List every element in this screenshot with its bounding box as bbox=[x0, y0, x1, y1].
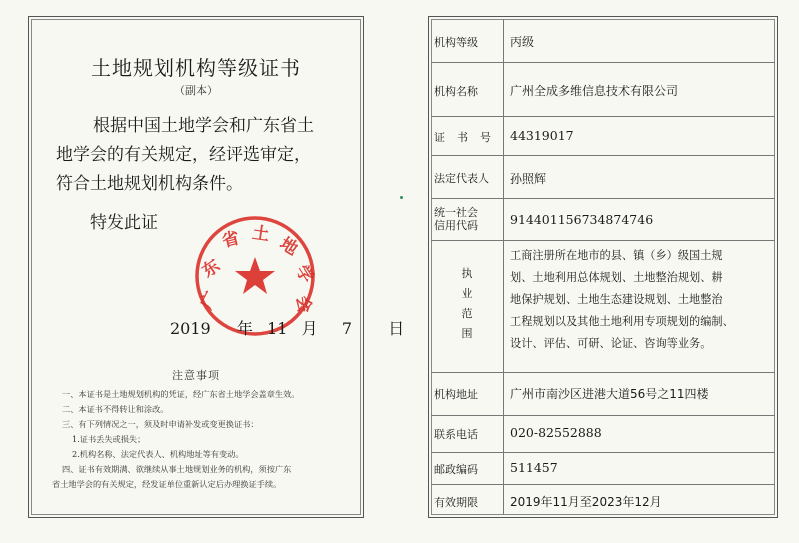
notice-subitem-1: 1.证书丢失或损失； bbox=[72, 434, 146, 444]
scope-line-4: 工程规划以及其他土地利用专项规划的编制、 bbox=[510, 315, 734, 328]
label-credit-code bbox=[434, 206, 500, 232]
value-legal-rep: 孙照辉 bbox=[510, 172, 547, 186]
notice-list bbox=[52, 387, 350, 492]
label-credit-code-line2: 信用代码 bbox=[434, 219, 478, 232]
row-divider bbox=[431, 62, 775, 63]
row-divider bbox=[431, 155, 775, 156]
label-scope-char-3: 范 bbox=[461, 307, 473, 320]
notice-item-2: 二、本证书不得转让和涂改。 bbox=[62, 404, 169, 414]
label-postcode: 邮政编码 bbox=[434, 463, 478, 476]
value-org-address: 广州市南沙区进港大道56号之11四楼 bbox=[510, 387, 709, 401]
certificate-body bbox=[56, 112, 352, 199]
svg-text:土: 土 bbox=[250, 222, 271, 246]
value-org-grade: 丙级 bbox=[510, 35, 535, 49]
row-divider bbox=[431, 484, 775, 485]
label-org-grade: 机构等级 bbox=[434, 36, 478, 49]
date-month: 11 bbox=[267, 319, 288, 338]
value-phone: 020-82552888 bbox=[510, 425, 602, 440]
row-divider bbox=[431, 415, 775, 416]
label-cert-number: 证书号 bbox=[434, 131, 503, 144]
date-day: 7 bbox=[341, 319, 353, 338]
notice-subitem-2: 2.机构名称、法定代表人、机构地址等有变动。 bbox=[72, 449, 244, 459]
label-validity: 有效期限 bbox=[434, 496, 478, 509]
svg-text:学: 学 bbox=[291, 261, 318, 287]
label-phone: 联系电话 bbox=[434, 428, 478, 441]
label-business-scope bbox=[434, 264, 500, 344]
certificate-subtitle: （副本） bbox=[174, 84, 218, 97]
row-divider bbox=[431, 372, 775, 373]
label-scope-char-4: 围 bbox=[461, 327, 473, 340]
svg-text:地: 地 bbox=[276, 233, 302, 260]
scope-line-5: 设计、评估、可研、论证、咨询等业务。 bbox=[510, 337, 712, 350]
value-postcode: 511457 bbox=[510, 460, 558, 475]
date-month-unit: 月 bbox=[301, 319, 318, 338]
value-cert-number: 44319017 bbox=[510, 128, 574, 143]
date-year-unit: 年 bbox=[236, 319, 253, 338]
row-divider bbox=[431, 452, 775, 453]
value-business-scope bbox=[510, 245, 772, 355]
scope-line-3: 地保护规划、土地生态建设规划、土地整治 bbox=[510, 293, 723, 306]
decorative-dot bbox=[400, 196, 403, 199]
body-line-1: 根据中国土地学会和广东省土 bbox=[93, 116, 314, 136]
notice-item-4: 四、证书有效期满、欲继续从事土地规划业务的机构，须按广东 bbox=[62, 464, 292, 474]
label-org-name: 机构名称 bbox=[434, 85, 478, 98]
row-divider bbox=[431, 198, 775, 199]
value-org-name: 广州全成多维信息技术有限公司 bbox=[510, 84, 679, 98]
table-column-divider bbox=[503, 19, 504, 515]
label-credit-code-line1: 统一社会 bbox=[434, 206, 478, 219]
row-divider bbox=[431, 240, 775, 241]
svg-text:广: 广 bbox=[196, 288, 223, 313]
body-line-3: 符合土地规划机构条件。 bbox=[56, 174, 243, 194]
svg-text:省: 省 bbox=[220, 228, 242, 252]
value-credit-code: 914401156734874746 bbox=[510, 212, 654, 227]
scope-line-1: 工商注册所在地市的县、镇（乡）级国土规 bbox=[510, 249, 723, 262]
notice-title: 注意事项 bbox=[172, 369, 220, 382]
svg-text:会: 会 bbox=[291, 294, 315, 315]
issue-statement: 特发此证 bbox=[90, 213, 158, 233]
notice-item-4-cont: 省土地学会的有关规定，经发证单位重新认定后办理换证手续。 bbox=[52, 479, 282, 489]
notice-item-3: 三、有下列情况之一，须及时申请补发或变更换证书： bbox=[62, 419, 259, 429]
date-year: 2019 bbox=[170, 319, 211, 338]
row-divider bbox=[431, 116, 775, 117]
label-org-address: 机构地址 bbox=[434, 388, 478, 401]
certificate-title: 土地规划机构等级证书 bbox=[91, 56, 301, 80]
scope-line-2: 划、土地利用总体规划、土地整治规划、耕 bbox=[510, 271, 723, 284]
body-line-2: 地学会的有关规定，经评选审定， bbox=[56, 145, 311, 165]
label-scope-char-2: 业 bbox=[461, 287, 473, 300]
svg-text:东: 东 bbox=[198, 255, 224, 282]
label-scope-char-1: 执 bbox=[461, 267, 473, 280]
label-legal-rep: 法定代表人 bbox=[434, 172, 489, 185]
notice-item-1: 一、本证书是土地规划机构的凭证，经广东省土地学会盖章生效。 bbox=[62, 389, 300, 399]
date-day-unit: 日 bbox=[388, 319, 405, 338]
value-validity: 2019年11月至2023年12月 bbox=[510, 495, 662, 509]
issue-date bbox=[170, 316, 404, 339]
